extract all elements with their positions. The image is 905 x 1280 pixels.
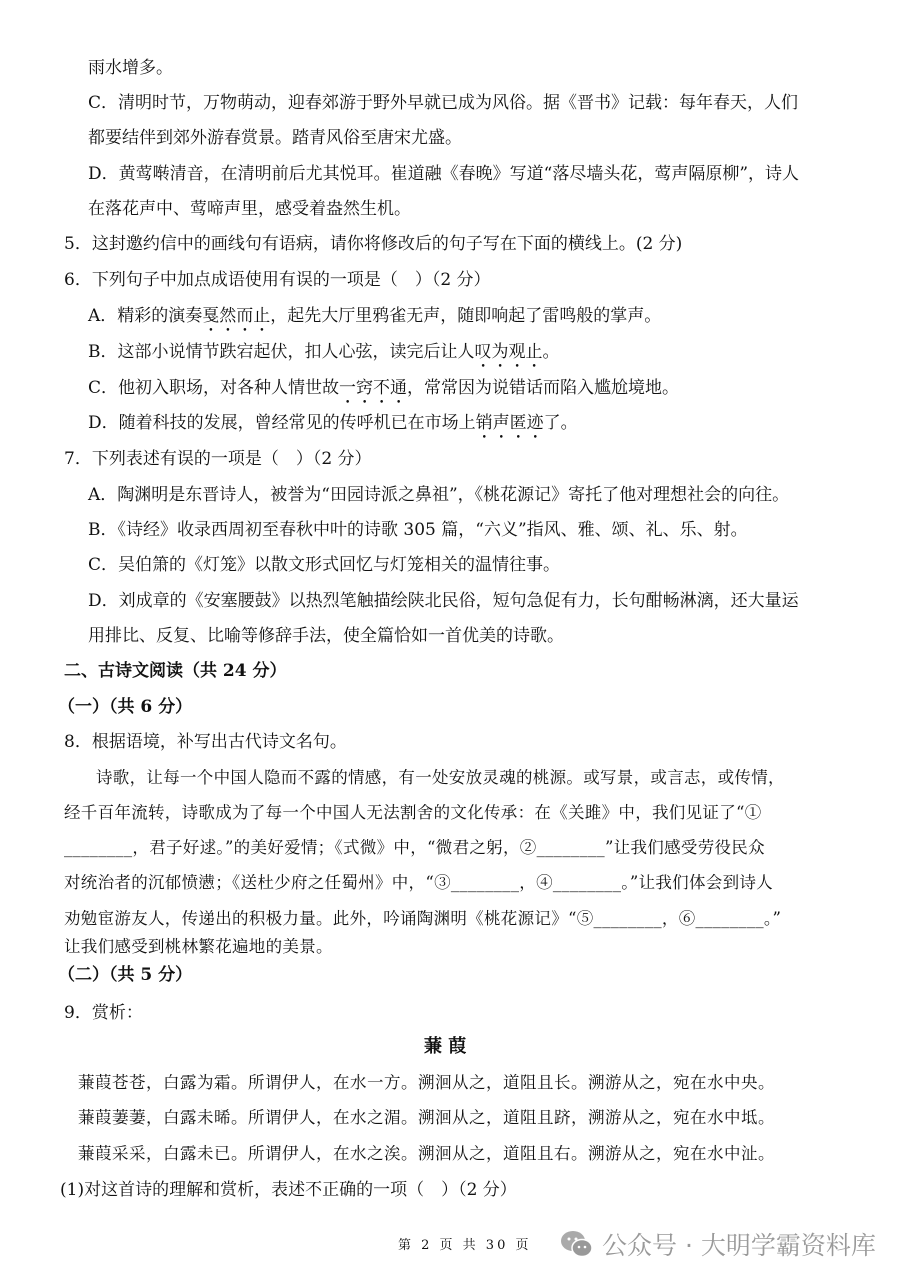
q4-option-d: D．黄莺啭清音，在清明前后尤其悦耳。崔道融《春晚》写道“落尽墙头花，莺声隔原柳”，诗人 [88, 164, 800, 184]
q6-option-a [88, 305, 661, 336]
q8-paragraph-line: 让我们感受到桃林繁花遍地的美景。 [64, 937, 333, 956]
question-7: 7．下列表述有误的一项是（ ）（2 分） [64, 449, 372, 469]
watermark [560, 1226, 876, 1262]
q8-paragraph-line: ________，君子好逑。”的美好爱情；《式微》中，“微君之躬，②________”让我们感受劳役民众 [64, 838, 765, 857]
q4-option-d-cont: 在落花声中、莺啼声里，感受着盎然生机。 [88, 199, 411, 219]
q4-option-c: C．清明时节，万物萌动，迎春郊游于野外早就已成为风俗。据《晋书》记载：每年春天，人们 [88, 93, 799, 113]
question-9: 9．赏析： [64, 1003, 143, 1023]
q7-option-d: D．刘成章的《安塞腰鼓》以热烈笔触描绘陕北民俗，短句急促有力，长句酣畅淋漓，还大量运 [88, 591, 799, 611]
q6-option-c [88, 377, 679, 408]
emphasized-idiom: 一窍不通 [339, 378, 408, 398]
text: D．随着科技的发展，曾经常见的传呼机已在市场上 [88, 413, 476, 433]
q7-option-d-cont: 用排比、反复、比喻等修辞手法，使全篇恰如一首优美的诗歌。 [88, 626, 564, 646]
wechat-icon [560, 1230, 594, 1258]
text: ，起先大厅里鸦雀无声，随即响起了雷鸣般的掌声。 [270, 306, 662, 326]
page-number: 第 2 页 共 30 页 [398, 1238, 532, 1253]
q8-paragraph-line: 劝勉宦游友人，传递出的积极力量。此外，吟诵陶渊明《桃花源记》“⑤________，⑥________。” [64, 909, 782, 928]
q8-paragraph-line: 诗歌，让每一个中国人隐而不露的情感，有一处安放灵魂的桃源。或写景，或言志，或传情， [96, 768, 785, 787]
q7-option-a: A．陶渊明是东晋诗人，被誉为“田园诗派之鼻祖”，《桃花源记》寄托了他对理想社会的向往。 [88, 485, 790, 505]
poem-stanza: 蒹葭萋萋，白露未晞。所谓伊人，在水之湄。溯洄从之，道阻且跻，溯游从之，宛在水中坻。 [78, 1108, 775, 1127]
text: A．精彩的演奏 [88, 306, 203, 326]
poem-title: 蒹 葭 [424, 1036, 467, 1057]
q6-option-d [88, 412, 578, 443]
question-9-1: (1)对这首诗的理解和赏析，表述不正确的一项（ ）（2 分） [60, 1180, 517, 1200]
q8-paragraph-line: 经千百年流转，诗歌成为了每一个中国人无法割舍的文化传承：在《关雎》中，我们见证了“① [64, 803, 762, 822]
q7-option-b: B．《诗经》收录西周初至春秋中叶的诗歌 305 篇，“六义”指风、雅、颂、礼、乐、射。 [88, 520, 748, 540]
text: 。 [542, 342, 560, 362]
question-5: 5．这封邀约信中的画线句有语病，请你将修改后的句子写在下面的横线上。(2 分) [64, 234, 683, 254]
emphasized-idiom: 销声匿迹 [475, 413, 544, 433]
section-heading: 二、古诗文阅读（共 24 分） [64, 661, 287, 681]
q4-option-c-cont: 都要结伴到郊外游春赏景。踏青风俗至唐宋尤盛。 [88, 128, 462, 148]
watermark-text: 公众号 · 大明学霸资料库 [602, 1231, 876, 1260]
emphasized-idiom: 戛然而止 [202, 306, 271, 326]
q7-option-c: C．吴伯箫的《灯笼》以散文形式回忆与灯笼相关的温情往事。 [88, 555, 561, 575]
subsection-heading: （一）（共 6 分） [58, 697, 193, 717]
text: B．这部小说情节跌宕起伏，扣人心弦，读完后让人 [88, 342, 475, 362]
emphasized-idiom: 叹为观止 [474, 342, 543, 362]
q8-paragraph-line: 对统治者的沉郁愤懑；《送杜少府之任蜀州》中，“③________，④________。”让我们体会到诗人 [64, 873, 773, 892]
text: ，常常因为说错话而陷入尴尬境地。 [407, 378, 680, 398]
question-6: 6．下列句子中加点成语使用有误的一项是（ ）（2 分） [64, 270, 491, 290]
text: C．他初入职场，对各种人情世故 [88, 378, 340, 398]
q6-option-b [88, 341, 560, 372]
poem-stanza: 蒹葭苍苍，白露为霜。所谓伊人，在水一方。溯洄从之，道阻且长。溯游从之，宛在水中央。 [78, 1073, 775, 1092]
question-8: 8．根据语境，补写出古代诗文名句。 [64, 732, 347, 752]
subsection-heading: （二）（共 5 分） [58, 965, 193, 985]
text: 了。 [543, 413, 578, 433]
poem-stanza: 蒹葭采采，白露未已。所谓伊人，在水之涘。溯洄从之，道阻且右。溯游从之，宛在水中沚。 [78, 1144, 775, 1163]
text-line: 雨水增多。 [88, 58, 173, 78]
